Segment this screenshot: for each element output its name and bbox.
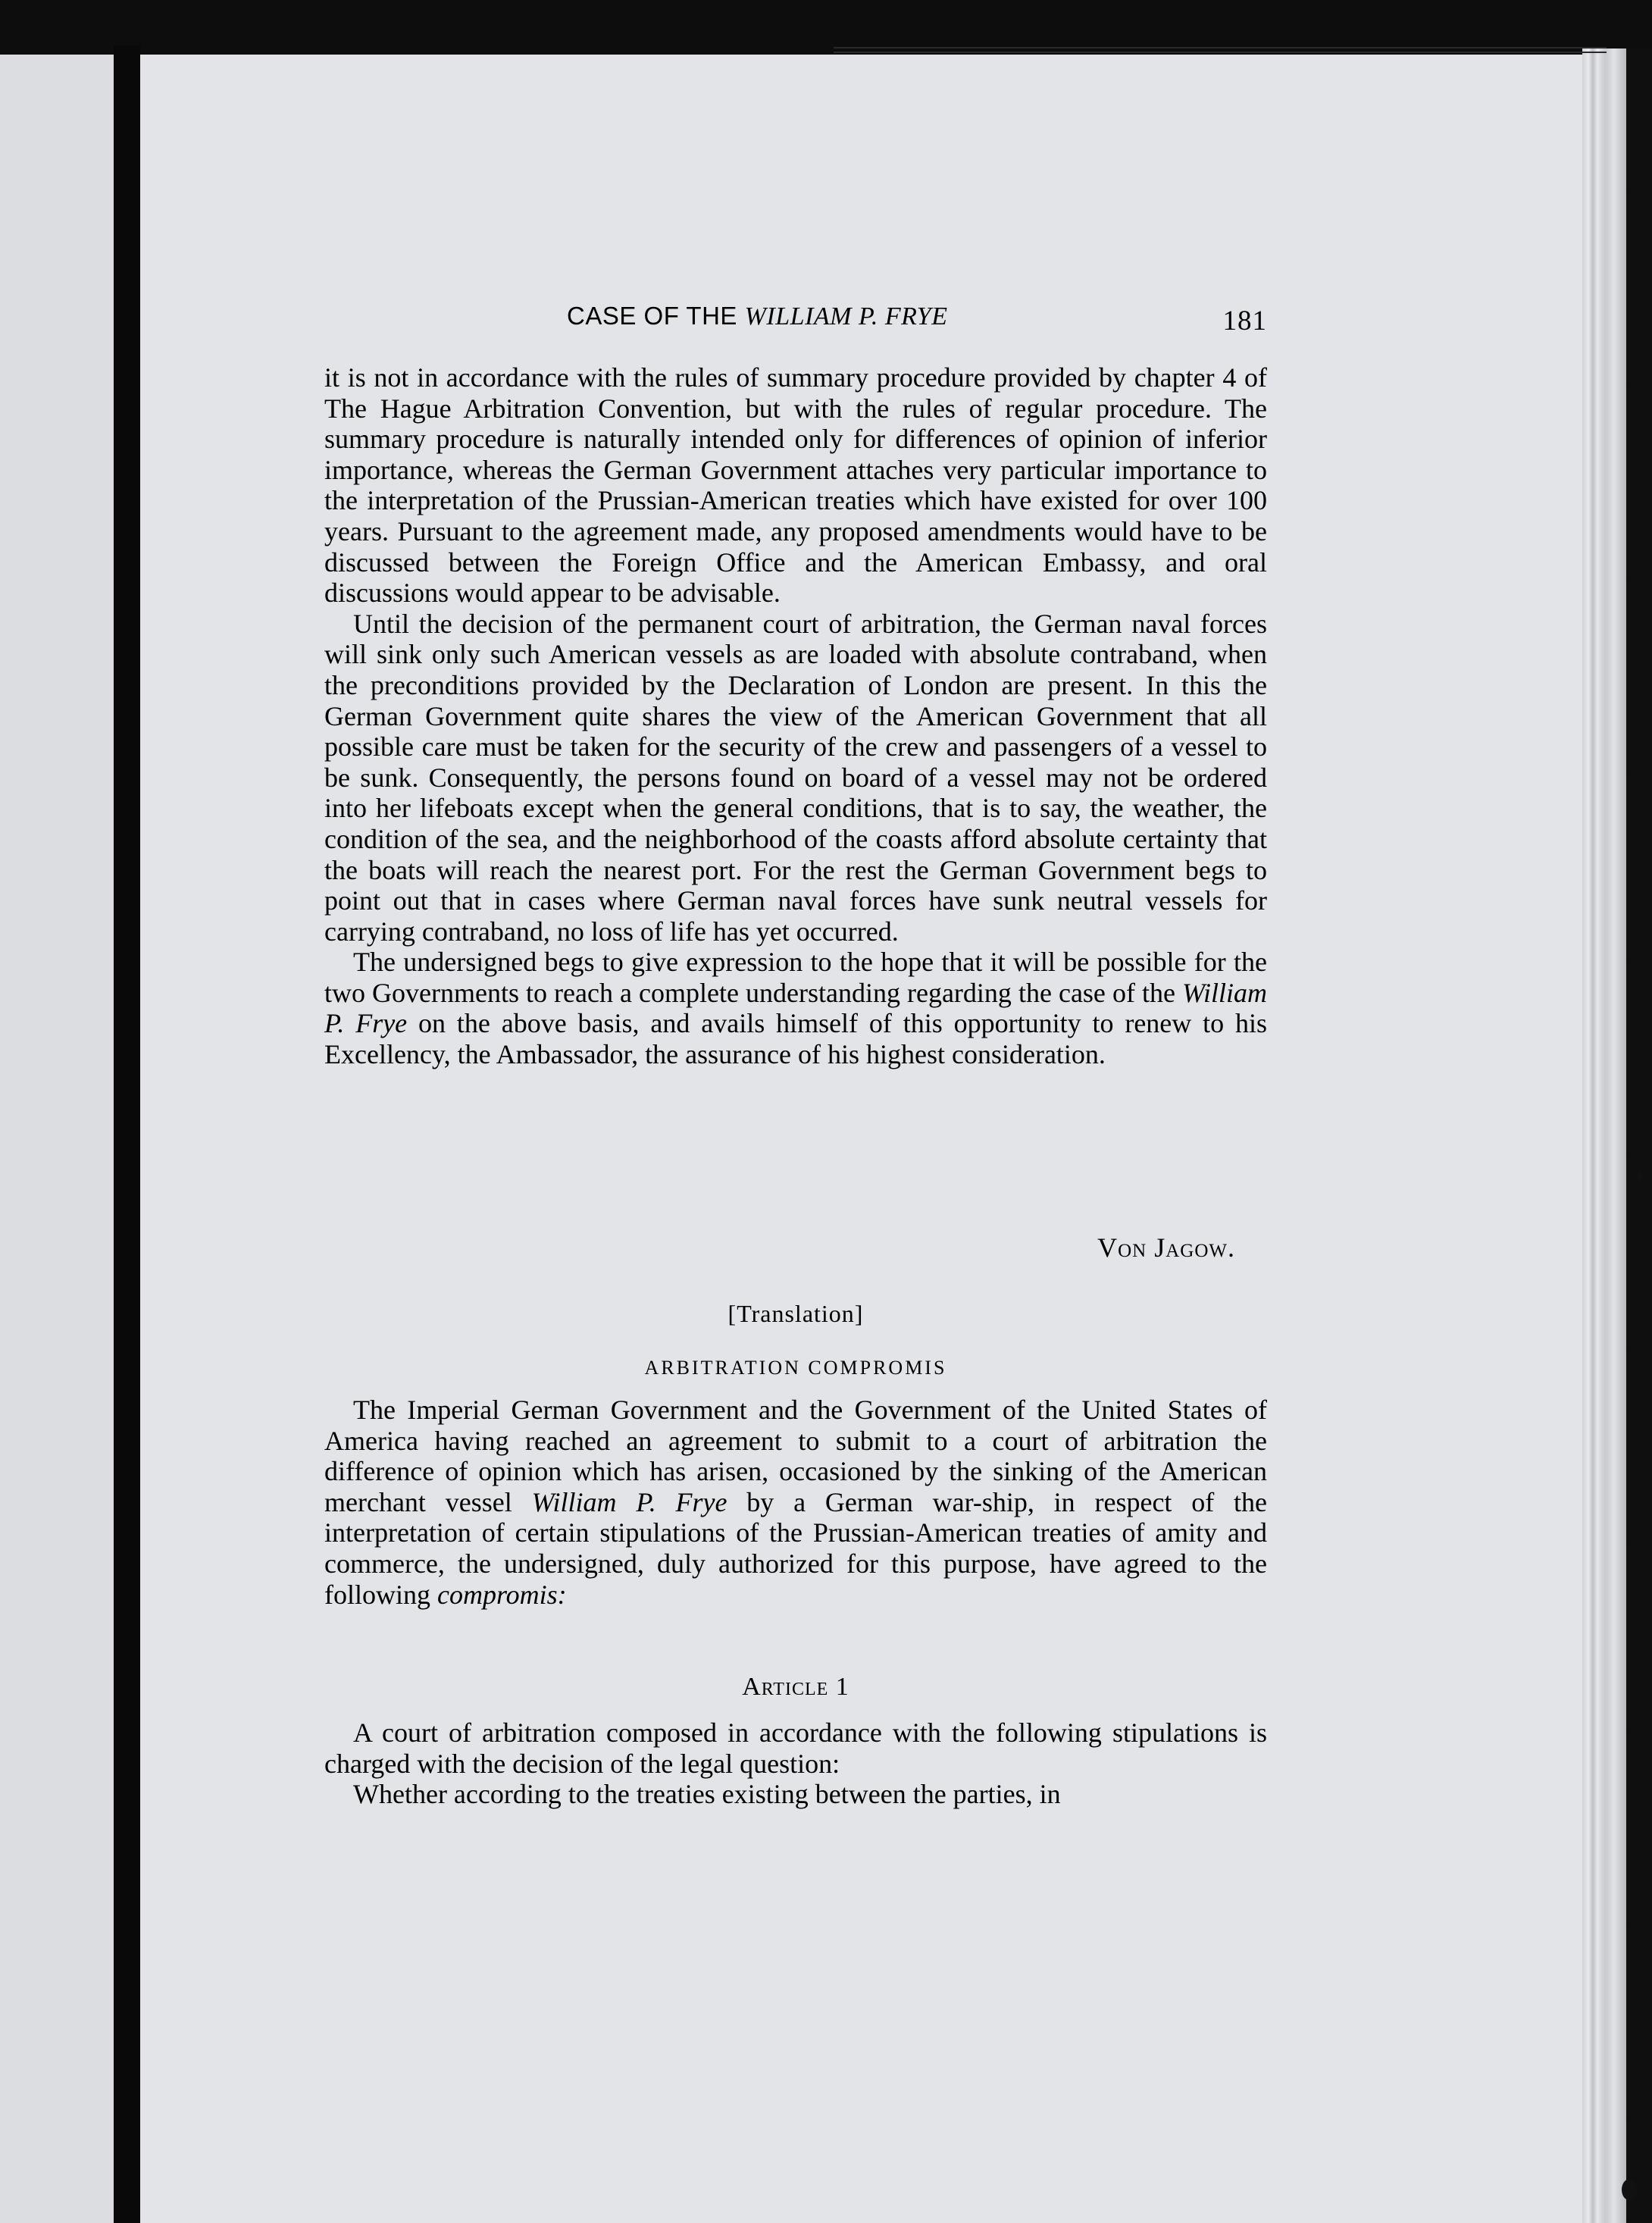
article-heading: Article 1 <box>742 1673 849 1701</box>
facing-page-edge <box>0 55 114 2223</box>
running-header <box>324 302 1267 340</box>
intro-text: The Imperial German Government and the Government of the United States of America having reached an agreement to submit to a court of arbitration the difference of opinion which has arisen, occasioned by the sinking of the American merchant vessel <box>324 1395 1267 1517</box>
ship-name: William P. Frye <box>531 1486 727 1517</box>
compromis-paragraph <box>324 1395 1267 1610</box>
closing-text: The undersigned begs to give expression to the hope that it will be possible for the two Governments to reach a complete understanding regarding the case of the <box>324 947 1267 1008</box>
ship-name: William P. Frye <box>324 977 1268 1039</box>
page-number: 181 <box>1222 305 1267 337</box>
compromis-intro <box>324 1395 1267 1610</box>
letter-paragraph: Until the decision of the permanent court of arbitration, the German naval forces will sink only such American vessels as are loaded with absolute contraband, when the preconditions provided by the Declaration of London are present. In this the German Government quite shares the view of the American Government that all possible care must be taken for the security of the crew and passengers of a vessel to be sunk. Consequently, the persons found on board of a vessel may not be ordered into her lifeboats except when the general conditions, that is to say, the weather, the condition of the sea, and the neighborhood of the coasts afford absolute certainty that the boats will reach the nearest port. For the rest the German Government begs to point out that in cases where German naval forces have sunk neutral vessels for carrying contraband, no loss of life has yet occurred. <box>324 608 1267 947</box>
page-stack-edge <box>1582 49 1626 2223</box>
running-head-prefix: CASE OF THE <box>567 302 737 330</box>
letter-body <box>324 362 1267 1070</box>
article-body <box>324 1717 1267 1810</box>
scan-border-right <box>1626 49 1652 2223</box>
translation-note: [Translation] <box>727 1300 864 1327</box>
top-edge-lines <box>834 47 1607 59</box>
letter-closing-paragraph <box>324 947 1267 1069</box>
article-paragraph: A court of arbitration composed in accordance with the following stipulations is charged with the decision of the legal question: <box>324 1717 1267 1779</box>
closing-text: on the above basis, and avails himself of this opportunity to renew to his Excellency, the Ambassador, the assurance of his highest consideration. <box>324 1008 1268 1070</box>
compromis-term: compromis: <box>437 1579 567 1610</box>
letter-paragraph: it is not in accordance with the rules of summary procedure provided by chapter 4 of The Hague Arbitration Convention, but with the rules of regular procedure. The summary procedure is naturally intended only for differences of opinion of inferior importance, whereas the German Government attaches very particular importance to the interpretation of the Prussian-American treaties which have existed for over 100 years. Pursuant to the agreement made, any proposed amendments would have to be discussed between the Foreign Office and the American Embassy, and oral discussions would appear to be advisable. <box>324 362 1267 609</box>
running-head <box>567 302 947 331</box>
compromis-title: ARBITRATION COMPROMIS <box>644 1357 947 1379</box>
scan-speck <box>1622 2179 1637 2200</box>
article-paragraph: Whether according to the treaties existing between the parties, in <box>353 1779 1061 1810</box>
signature: Von Jagow. <box>1097 1232 1235 1263</box>
scan-speck <box>1637 1171 1643 1180</box>
intro-text: by a German war-ship, in respect of the interpretation of certain stipulations of the Prussian-American treaties of amity and commerce, the undersigned, duly authorized for this purpose, have agreed to the following <box>324 1486 1268 1610</box>
book-gutter <box>114 45 140 2223</box>
running-head-title: WILLIAM P. FRYE <box>744 302 948 330</box>
